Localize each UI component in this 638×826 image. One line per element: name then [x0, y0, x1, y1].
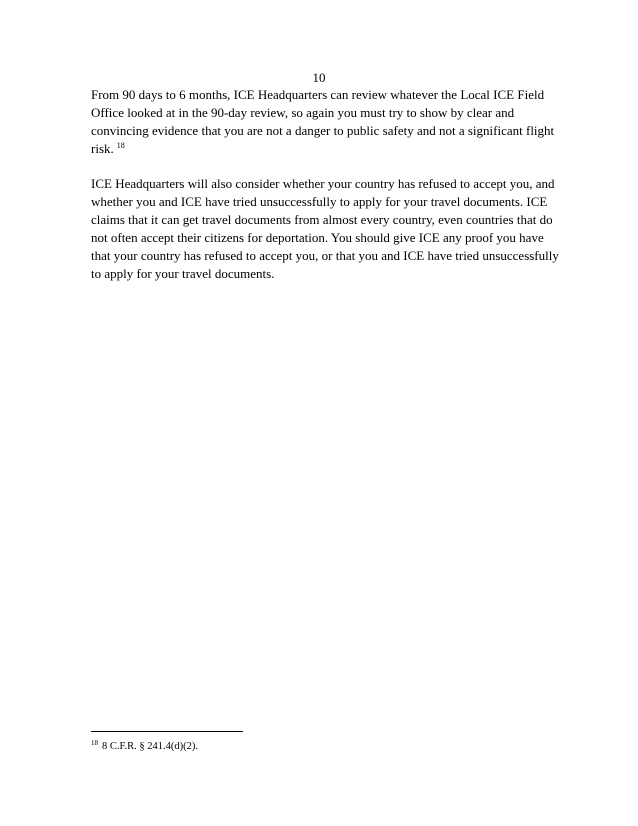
text-line: that your country has refused to accept you, or that you and ICE have tried unsuccessfully [91, 248, 559, 263]
text-line: From 90 days to 6 months, ICE Headquarters can review whatever the Local ICE Field [91, 87, 545, 102]
text-line: not often accept their citizens for deportation. You should give ICE any proof you have [91, 230, 544, 245]
text-line [91, 140, 561, 158]
text-line: to apply for your travel documents. [91, 266, 275, 281]
text-line: ICE Headquarters will also consider whether your country has refused to accept you, and [91, 176, 555, 191]
footnote-reference: 18 [116, 141, 125, 150]
text-line: convincing evidence that you are not a danger to public safety and not a significant flight [91, 123, 555, 138]
text-line: whether you and ICE have tried unsuccessfully to apply for your travel documents. ICE [91, 194, 548, 209]
body-text [91, 86, 561, 300]
paragraph-review-6-months [91, 86, 561, 158]
text-line: Office looked at in the 90-day review, so again you must try to show by clear and [91, 105, 515, 120]
paragraph-travel-documents [91, 175, 561, 283]
footnote-text: 8 C.F.R. § 241.4(d)(2). [102, 741, 198, 752]
footnote-separator [91, 731, 243, 732]
page-number: 10 [312, 70, 326, 85]
footnote [91, 740, 198, 754]
text-line-content: risk. [91, 141, 114, 156]
footnote-number: 18 [91, 739, 98, 747]
text-line: claims that it can get travel documents from almost every country, even countries that do [91, 212, 553, 227]
